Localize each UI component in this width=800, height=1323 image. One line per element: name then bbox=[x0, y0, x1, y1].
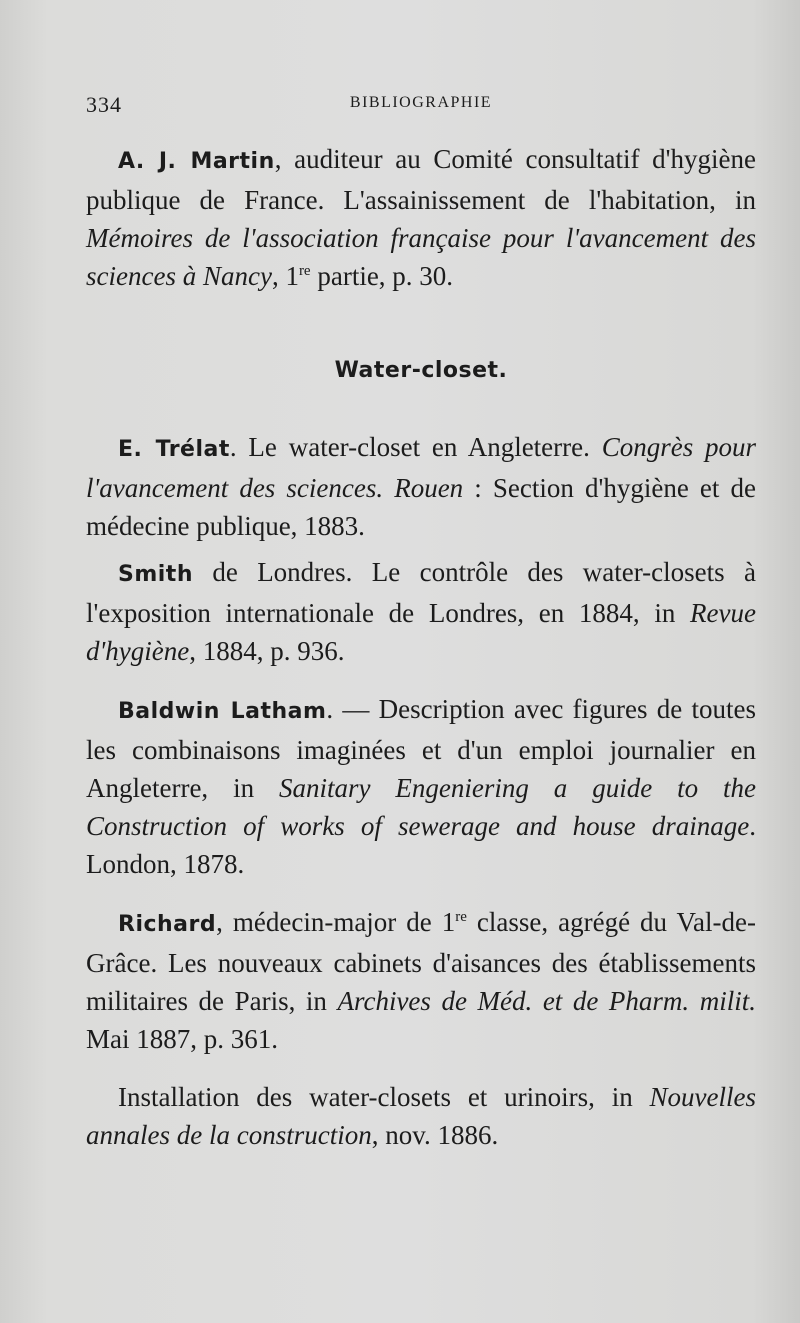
entry-text: , 1 bbox=[271, 261, 299, 291]
entry-text: . Le water-closet en Angleterre. bbox=[229, 432, 602, 462]
entry-text: , 1884, p. 936. bbox=[189, 636, 345, 666]
entry-text: , nov. 1886. bbox=[371, 1120, 499, 1150]
entry-text: partie, p. 30. bbox=[310, 261, 454, 291]
entry-title: Archives de Méd. et de Pharm. milit. bbox=[337, 986, 756, 1016]
ordinal-suffix: re bbox=[455, 909, 467, 925]
entry-text: , auditeur au Comité consultatif d'hygiène publique de France. L'assainissement de l'habitation, in bbox=[86, 144, 757, 215]
bibliography-entry bbox=[86, 690, 756, 883]
entry-text: de Londres. Le contrôle des water-closets à l'exposition internationale de Londres, en 1884, in bbox=[86, 557, 756, 628]
entry-text: . — Description avec figures de toutes les combinaisons imaginées et d'un emploi journalier en Angleterre, in bbox=[86, 694, 757, 803]
entry-author: A. J. Martin bbox=[118, 149, 275, 174]
entry-author: Smith bbox=[118, 562, 193, 587]
entry-author: Baldwin Latham bbox=[118, 699, 327, 724]
entry-title: Mémoires de l'association française pour l'avancement des sciences à Nancy bbox=[86, 223, 756, 291]
entry-text: . London, 1878. bbox=[86, 811, 756, 879]
bibliography-entry bbox=[86, 1078, 756, 1154]
entry-text: : Section d'hygiène et de médecine publique, 1883. bbox=[86, 473, 756, 541]
entry-text: Mai 1887, p. 361. bbox=[86, 1024, 278, 1054]
entry-title: Congrès pour l'avancement des sciences. Rouen bbox=[86, 432, 757, 503]
bibliography-block-top bbox=[86, 140, 756, 295]
running-head: BIBLIOGRAPHIE bbox=[349, 94, 493, 111]
entry-title: Sanitary Engeniering a guide to the Construction of works of sewerage and house drainage bbox=[86, 773, 757, 841]
entry-text: classe, agrégé du Val-de-Grâce. Les nouveaux cabinets d'aisances des établissements militaires de Paris, in bbox=[86, 907, 756, 1016]
ordinal-suffix: re bbox=[298, 263, 311, 279]
section-title: Water-closet. bbox=[334, 358, 508, 383]
entry-author: Richard bbox=[118, 912, 217, 937]
bibliography-entry bbox=[86, 428, 756, 545]
bibliography-entry bbox=[86, 140, 756, 295]
entry-title: Nouvelles annales de la construction bbox=[86, 1082, 756, 1150]
page-header bbox=[86, 92, 756, 122]
bibliography-entry bbox=[86, 903, 756, 1058]
entry-text: , médecin-major de 1 bbox=[216, 907, 456, 937]
bibliography-block-water-closet bbox=[86, 428, 756, 1154]
entry-text: Installation des water-closets et urinoirs, in bbox=[118, 1082, 650, 1112]
entry-title: Revue d'hygiène bbox=[86, 598, 756, 666]
bibliography-entry bbox=[86, 553, 756, 670]
entry-author: E. Trélat bbox=[118, 437, 230, 462]
page-number: 334 bbox=[86, 92, 122, 117]
